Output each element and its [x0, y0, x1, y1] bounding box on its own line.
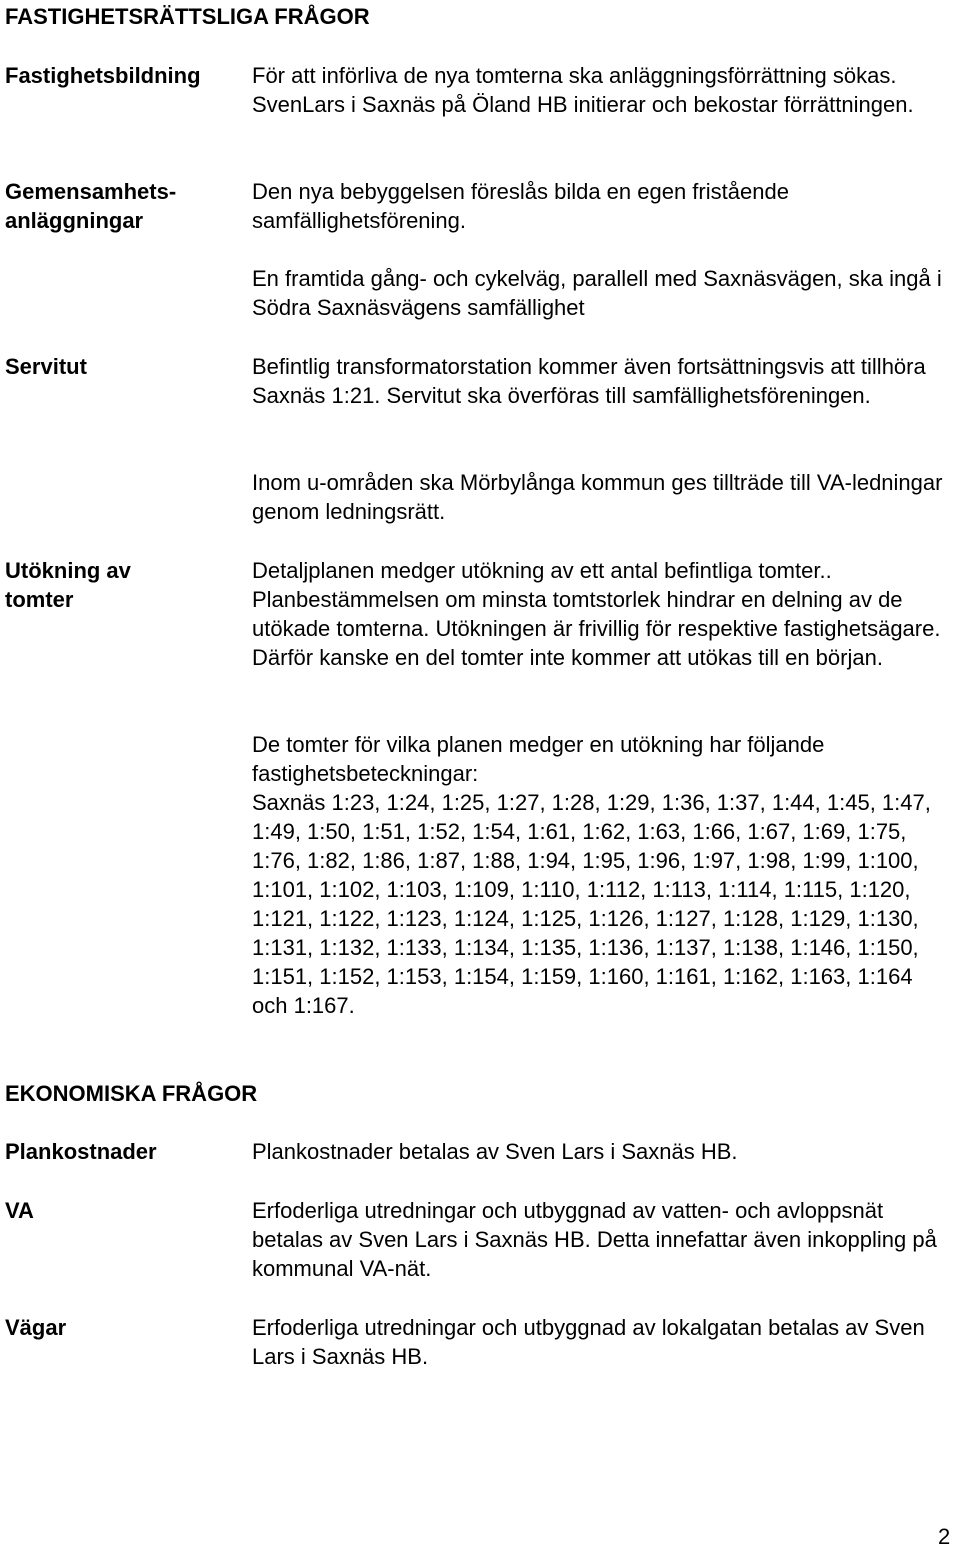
- label-fastighetsbildning: Fastighetsbildning: [5, 63, 201, 88]
- label-va: VA: [5, 1198, 34, 1223]
- text-utokning-fastigheter: Saxnäs 1:23, 1:24, 1:25, 1:27, 1:28, 1:29, 1:36, 1:37, 1:44, 1:45, 1:47, 1:49, 1:50, 1:51, 1:52, 1:54, 1:61, 1:62, 1:63, 1:66, 1:67, 1:69, 1:75, 1:76, 1:82, 1:86, 1:87, 1:88, 1:94, 1:95, 1:96, 1:97, 1:98, 1:99, 1:100, 1:101, 1:102, 1:103, 1:109, 1:110, 1:112, 1:113, 1:114, 1:115, 1:120, 1:121, 1:122, 1:123, 1:124, 1:125, 1:126, 1:127, 1:128, 1:129, 1:130, 1:131, 1:132, 1:133, 1:134, 1:135, 1:136, 1:137, 1:138, 1:146, 1:150, 1:151, 1:152, 1:153, 1:154, 1:159, 1:160, 1:161, 1:162, 1:163, 1:164 och 1:167.: [252, 790, 931, 1018]
- text-servitut-1: Befintlig transformatorstation kommer även fortsättningsvis att tillhöra Saxnäs 1:21. Servitut ska överföras till samfällighetsföreningen.: [252, 354, 926, 408]
- text-servitut-2: Inom u-områden ska Mörbylånga kommun ges tillträde till VA-ledningar genom ledningsrätt.: [252, 470, 943, 524]
- page-number: 2: [938, 1524, 951, 1549]
- label-utokning: [5, 556, 235, 614]
- text-plankostnader: Plankostnader betalas av Sven Lars i Saxnäs HB.: [252, 1139, 738, 1164]
- text-fastighetsbildning: För att införliva de nya tomterna ska anläggningsförrättning sökas. SvenLars i Saxnäs på Öland HB initierar och bekostar förrättningen.: [252, 63, 914, 117]
- text-vagar: Erfoderliga utredningar och utbyggnad av lokalgatan betalas av Sven Lars i Saxnäs HB.: [252, 1315, 925, 1369]
- label-gemensamhetsanlaggningar: [5, 177, 235, 235]
- text-gemensamhet-1: Den nya bebyggelsen föreslås bilda en egen fristående samfällighetsförening.: [252, 179, 789, 233]
- text-gemensamhet-2: En framtida gång- och cykelväg, parallell med Saxnäsvägen, ska ingå i Södra Saxnäsvägens samfällighet: [252, 266, 942, 320]
- label-gemensamhet-line2: anläggningar: [5, 208, 144, 233]
- text-utokning-1: Detaljplanen medger utökning av ett antal befintliga tomter.. Planbestämmelsen om minsta tomtstorlek hindrar en delning av de utökade tomterna. Utökningen är frivillig för respektive fastighetsägare. Därför kanske en del tomter inte kommer att utökas till en början.: [252, 558, 941, 670]
- text-va: Erfoderliga utredningar och utbyggnad av vatten- och avloppsnät betalas av Sven Lars i Saxnäs HB. Detta innefattar även inkoppling på kommunal VA-nät.: [252, 1198, 937, 1281]
- label-utokning-line1: Utökning av: [5, 558, 131, 583]
- label-utokning-line2: tomter: [5, 587, 74, 612]
- heading-fastighetsrattsliga: FASTIGHETSRÄTTSLIGA FRÅGOR: [5, 4, 370, 29]
- label-plankostnader: Plankostnader: [5, 1139, 157, 1164]
- label-gemensamhet-line1: Gemensamhets-: [5, 179, 177, 204]
- label-vagar: Vägar: [5, 1315, 67, 1340]
- heading-ekonomiska: EKONOMISKA FRÅGOR: [5, 1081, 258, 1106]
- label-servitut: Servitut: [5, 354, 87, 379]
- text-utokning-2: De tomter för vilka planen medger en utökning har följande fastighetsbeteckningar:: [252, 732, 825, 786]
